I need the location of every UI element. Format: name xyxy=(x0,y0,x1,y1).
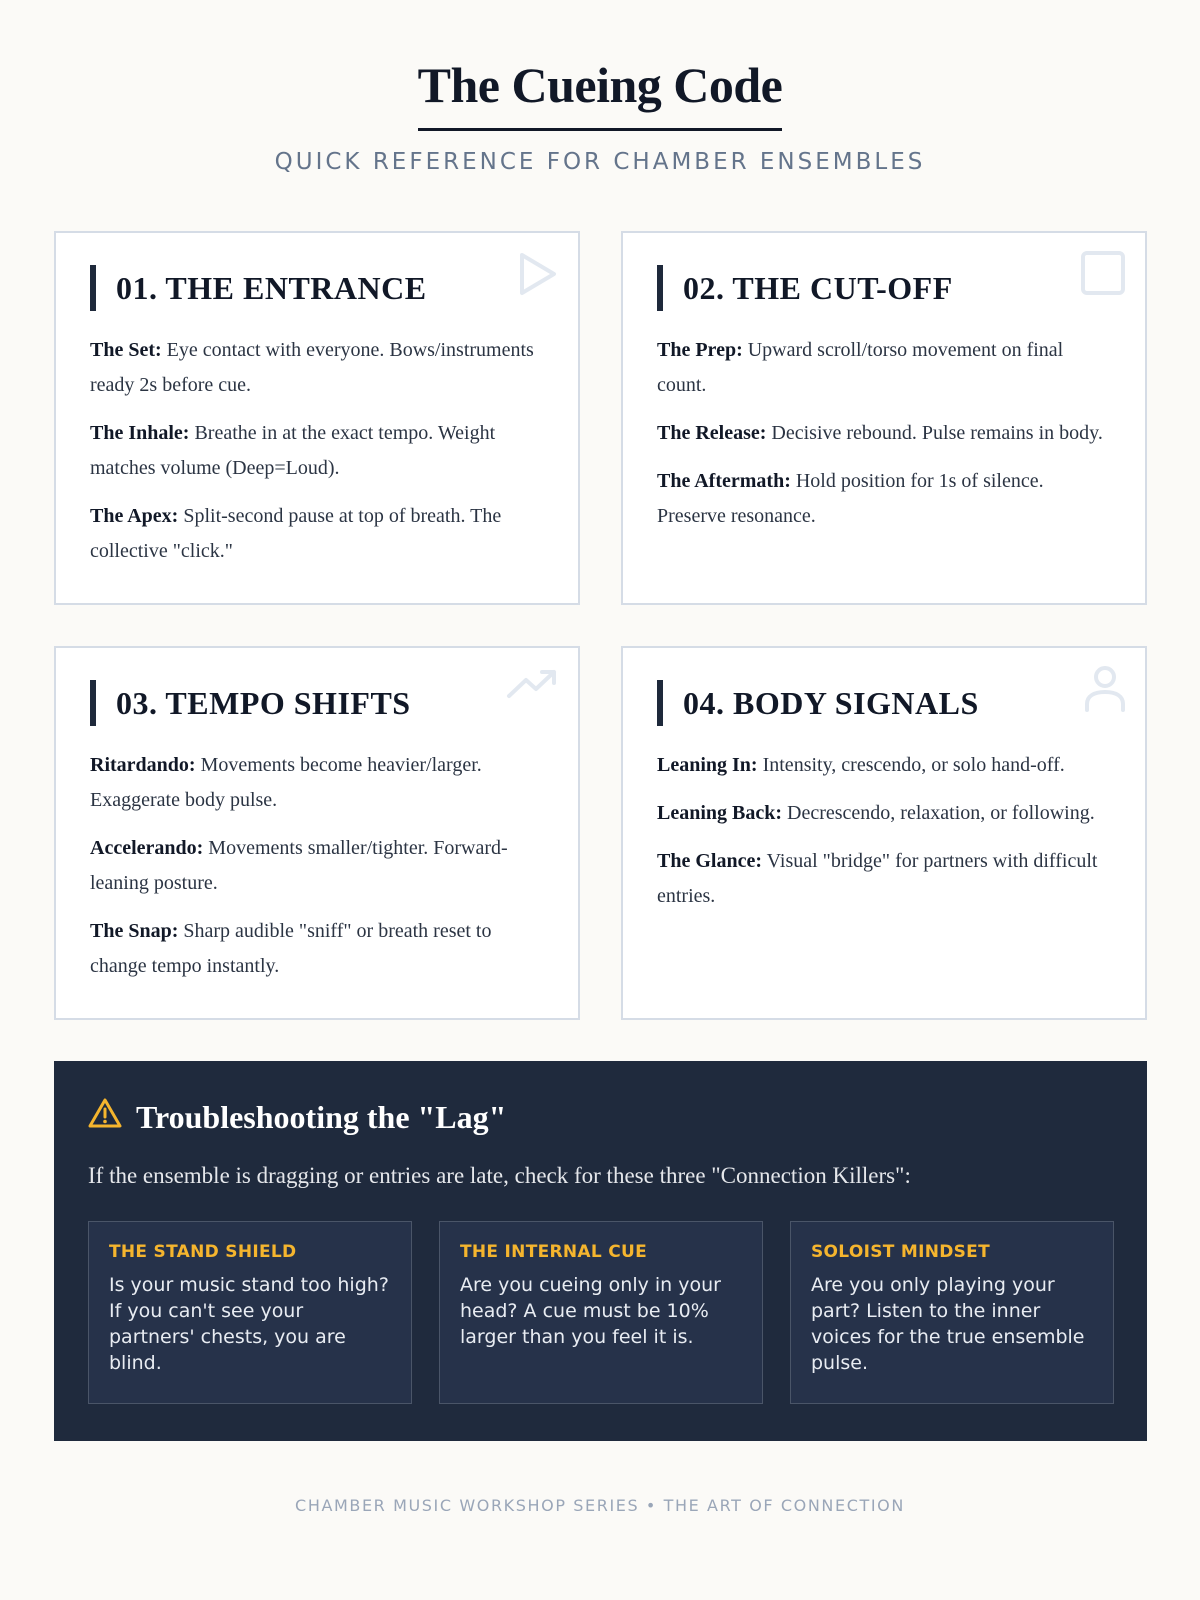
item-term: Leaning Back: xyxy=(657,802,783,824)
card-item xyxy=(657,416,1111,451)
item-term: Ritardando: xyxy=(90,754,196,776)
item-text: Decrescendo, relaxation, or following. xyxy=(782,802,1095,824)
card-tempo-shifts xyxy=(54,646,580,1020)
card-title: 01. THE ENTRANCE xyxy=(90,265,544,311)
item-text: Split-second pause at top of breath. The collective "click." xyxy=(90,505,502,562)
item-text: Decisive rebound. Pulse remains in body. xyxy=(766,422,1103,444)
card-item xyxy=(657,333,1111,403)
page-header xyxy=(0,0,1200,175)
card-title: 02. THE CUT-OFF xyxy=(657,265,1111,311)
item-term: Accelerando: xyxy=(90,837,204,859)
card-item xyxy=(657,748,1111,783)
item-text: Movements smaller/tighter. Forward-leaning posture. xyxy=(90,837,508,894)
item-term: The Apex: xyxy=(90,505,179,527)
item-term: The Inhale: xyxy=(90,422,190,444)
card-item xyxy=(90,748,544,818)
troubleshooting-intro: If the ensemble is dragging or entries are late, check for these three "Connection Killers": xyxy=(88,1163,911,1188)
card-item xyxy=(657,796,1111,831)
trending-up-icon xyxy=(506,664,560,709)
tip-title: SOLOIST MINDSET xyxy=(811,1242,990,1262)
troubleshooting-heading xyxy=(88,1097,1113,1137)
item-text: Visual "bridge" for partners with difficult entries. xyxy=(657,850,1098,907)
item-text: Intensity, crescendo, or solo hand-off. xyxy=(757,754,1065,776)
card-body-signals xyxy=(621,646,1147,1020)
footer: CHAMBER MUSIC WORKSHOP SERIES • THE ART OF CONNECTION xyxy=(295,1496,905,1515)
troubleshooting-panel xyxy=(54,1061,1147,1441)
tip-title: THE INTERNAL CUE xyxy=(460,1242,648,1262)
item-text: Hold position for 1s of silence. Preserve resonance. xyxy=(657,470,1044,527)
tip-text: Are you only playing your part? Listen to the inner voices for the true ensemble pulse. xyxy=(811,1274,1085,1374)
tip-card xyxy=(790,1221,1114,1404)
item-text: Upward scroll/torso movement on final count. xyxy=(657,339,1064,396)
card-item xyxy=(90,499,544,569)
tip-title: THE STAND SHIELD xyxy=(109,1242,297,1262)
troubleshooting-title: Troubleshooting the "Lag" xyxy=(136,1098,507,1135)
warning-icon xyxy=(88,1097,122,1137)
connection-killers xyxy=(88,1221,1113,1404)
tip-card xyxy=(439,1221,763,1404)
stop-icon xyxy=(1079,249,1127,302)
user-icon xyxy=(1083,664,1127,719)
card-item xyxy=(90,333,544,403)
item-term: The Set: xyxy=(90,339,162,361)
card-item xyxy=(90,914,544,984)
card-title: 04. BODY SIGNALS xyxy=(657,680,1111,726)
card-item xyxy=(90,416,544,486)
item-term: The Prep: xyxy=(657,339,743,361)
item-text: Eye contact with everyone. Bows/instruments ready 2s before cue. xyxy=(90,339,534,396)
card-item xyxy=(657,464,1111,534)
play-icon xyxy=(514,249,560,304)
item-text: Breathe in at the exact tempo. Weight matches volume (Deep=Loud). xyxy=(90,422,496,479)
tip-text: Is your music stand too high? If you can't see your partners' chests, you are blind. xyxy=(109,1274,389,1374)
item-term: The Aftermath: xyxy=(657,470,791,492)
card-title: 03. TEMPO SHIFTS xyxy=(90,680,544,726)
page-subtitle: QUICK REFERENCE FOR CHAMBER ENSEMBLES xyxy=(274,149,926,175)
item-text: Movements become heavier/larger. Exaggerate body pulse. xyxy=(90,754,482,811)
item-term: The Glance: xyxy=(657,850,762,872)
page-title: The Cueing Code xyxy=(418,56,783,131)
item-term: The Snap: xyxy=(90,920,179,942)
item-term: Leaning In: xyxy=(657,754,758,776)
tip-card xyxy=(88,1221,412,1404)
card-entrance xyxy=(54,231,580,605)
item-text: Sharp audible "sniff" or breath reset to change tempo instantly. xyxy=(90,920,492,977)
card-grid xyxy=(54,231,1147,1020)
item-term: The Release: xyxy=(657,422,767,444)
card-cut-off xyxy=(621,231,1147,605)
card-item xyxy=(657,844,1111,914)
tip-text: Are you cueing only in your head? A cue must be 10% larger than you feel it is. xyxy=(460,1274,721,1348)
card-item xyxy=(90,831,544,901)
